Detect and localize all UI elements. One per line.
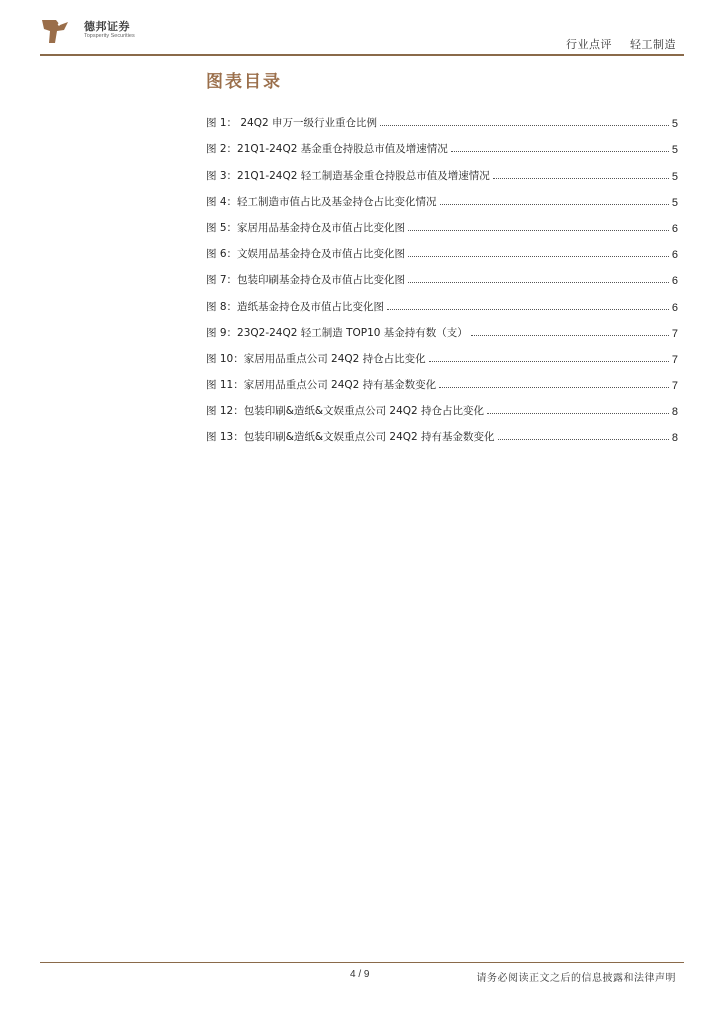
toc-item-label: 图 1： 24Q2 申万一级行业重仓比例: [206, 117, 377, 130]
toc-item[interactable]: [206, 235, 678, 261]
toc-item-page: 6: [671, 301, 678, 314]
toc-item[interactable]: [206, 287, 678, 313]
toc-item[interactable]: [206, 209, 678, 235]
toc-item-label: 图 6：文娱用品基金持仓及市值占比变化图: [206, 248, 406, 261]
toc-item-page: 6: [671, 275, 678, 288]
footer-disclaimer: 请务必阅读正文之后的信息披露和法律声明: [476, 973, 676, 984]
logo-mark-icon: [40, 16, 70, 46]
toc-item[interactable]: [206, 156, 678, 182]
toc-leader-dots: [451, 151, 669, 152]
brand-name-english: Topsperity Securities: [84, 33, 135, 39]
toc-item-label: 图 5：家居用品基金持仓及市值占比变化图: [206, 221, 406, 234]
toc-leader-dots: [471, 335, 669, 336]
toc-item-page: 5: [671, 144, 678, 157]
toc-item-label: 图 4：轻工制造市值占比及基金持仓占比变化情况: [206, 195, 437, 208]
page-number: 4 / 9: [350, 969, 370, 980]
toc-item-page: 7: [671, 327, 678, 340]
toc-item[interactable]: [206, 314, 678, 340]
toc-item[interactable]: [206, 392, 678, 418]
toc-item-label: 图 2：21Q1-24Q2 基金重仓持股总市值及增速情况: [206, 143, 448, 156]
report-sector: 轻工制造: [630, 38, 676, 51]
toc-item-page: 7: [671, 380, 678, 393]
toc-leader-dots: [380, 125, 669, 126]
report-category: 行业点评: [566, 38, 612, 51]
toc-item[interactable]: [206, 130, 678, 156]
toc-item[interactable]: [206, 183, 678, 209]
toc-leader-dots: [429, 361, 669, 362]
toc-item-label: 图 7：包装印刷基金持仓及市值占比变化图: [206, 274, 406, 287]
toc-item-page: 8: [671, 406, 678, 419]
toc-item[interactable]: [206, 261, 678, 287]
toc-item[interactable]: [206, 340, 678, 366]
toc-item-label: 图 12：包装印刷&造纸&文娱重点公司 24Q2 持仓占比变化: [206, 405, 485, 418]
toc-item-page: 8: [671, 432, 678, 445]
toc-item-label: 图 13：包装印刷&造纸&文娱重点公司 24Q2 持有基金数变化: [206, 431, 495, 444]
toc-leader-dots: [439, 387, 669, 388]
toc-leader-dots: [498, 439, 669, 440]
toc-item-page: 6: [671, 222, 678, 235]
toc-title: 图表目录: [206, 72, 282, 92]
toc-item-page: 6: [671, 249, 678, 262]
toc-leader-dots: [408, 282, 669, 283]
footer-divider: [40, 962, 684, 963]
company-logo: [40, 14, 140, 48]
toc-item[interactable]: [206, 418, 678, 444]
toc-item-label: 图 3：21Q1-24Q2 轻工制造基金重仓持股总市值及增速情况: [206, 169, 490, 182]
toc-leader-dots: [493, 178, 669, 179]
toc-leader-dots: [440, 204, 669, 205]
toc-item[interactable]: [206, 366, 678, 392]
toc-item-label: 图 8：造纸基金持仓及市值占比变化图: [206, 300, 385, 313]
header-divider: [40, 54, 684, 56]
toc-item-page: 5: [671, 170, 678, 183]
brand-name: 德邦证券: [84, 20, 130, 33]
report-header: [552, 36, 676, 52]
toc-item-label: 图 11：家居用品重点公司 24Q2 持有基金数变化: [206, 379, 437, 392]
toc-item-label: 图 10：家居用品重点公司 24Q2 持仓占比变化: [206, 352, 426, 365]
toc-leader-dots: [387, 309, 669, 310]
toc-item-label: 图 9：23Q2-24Q2 轻工制造 TOP10 基金持有数（支）: [206, 326, 468, 339]
toc-item[interactable]: [206, 104, 678, 130]
toc-leader-dots: [408, 230, 669, 231]
toc-leader-dots: [487, 413, 669, 414]
table-of-figures: [206, 104, 678, 444]
toc-item-page: 5: [671, 118, 678, 131]
toc-item-page: 7: [671, 353, 678, 366]
toc-leader-dots: [408, 256, 669, 257]
toc-item-page: 5: [671, 196, 678, 209]
